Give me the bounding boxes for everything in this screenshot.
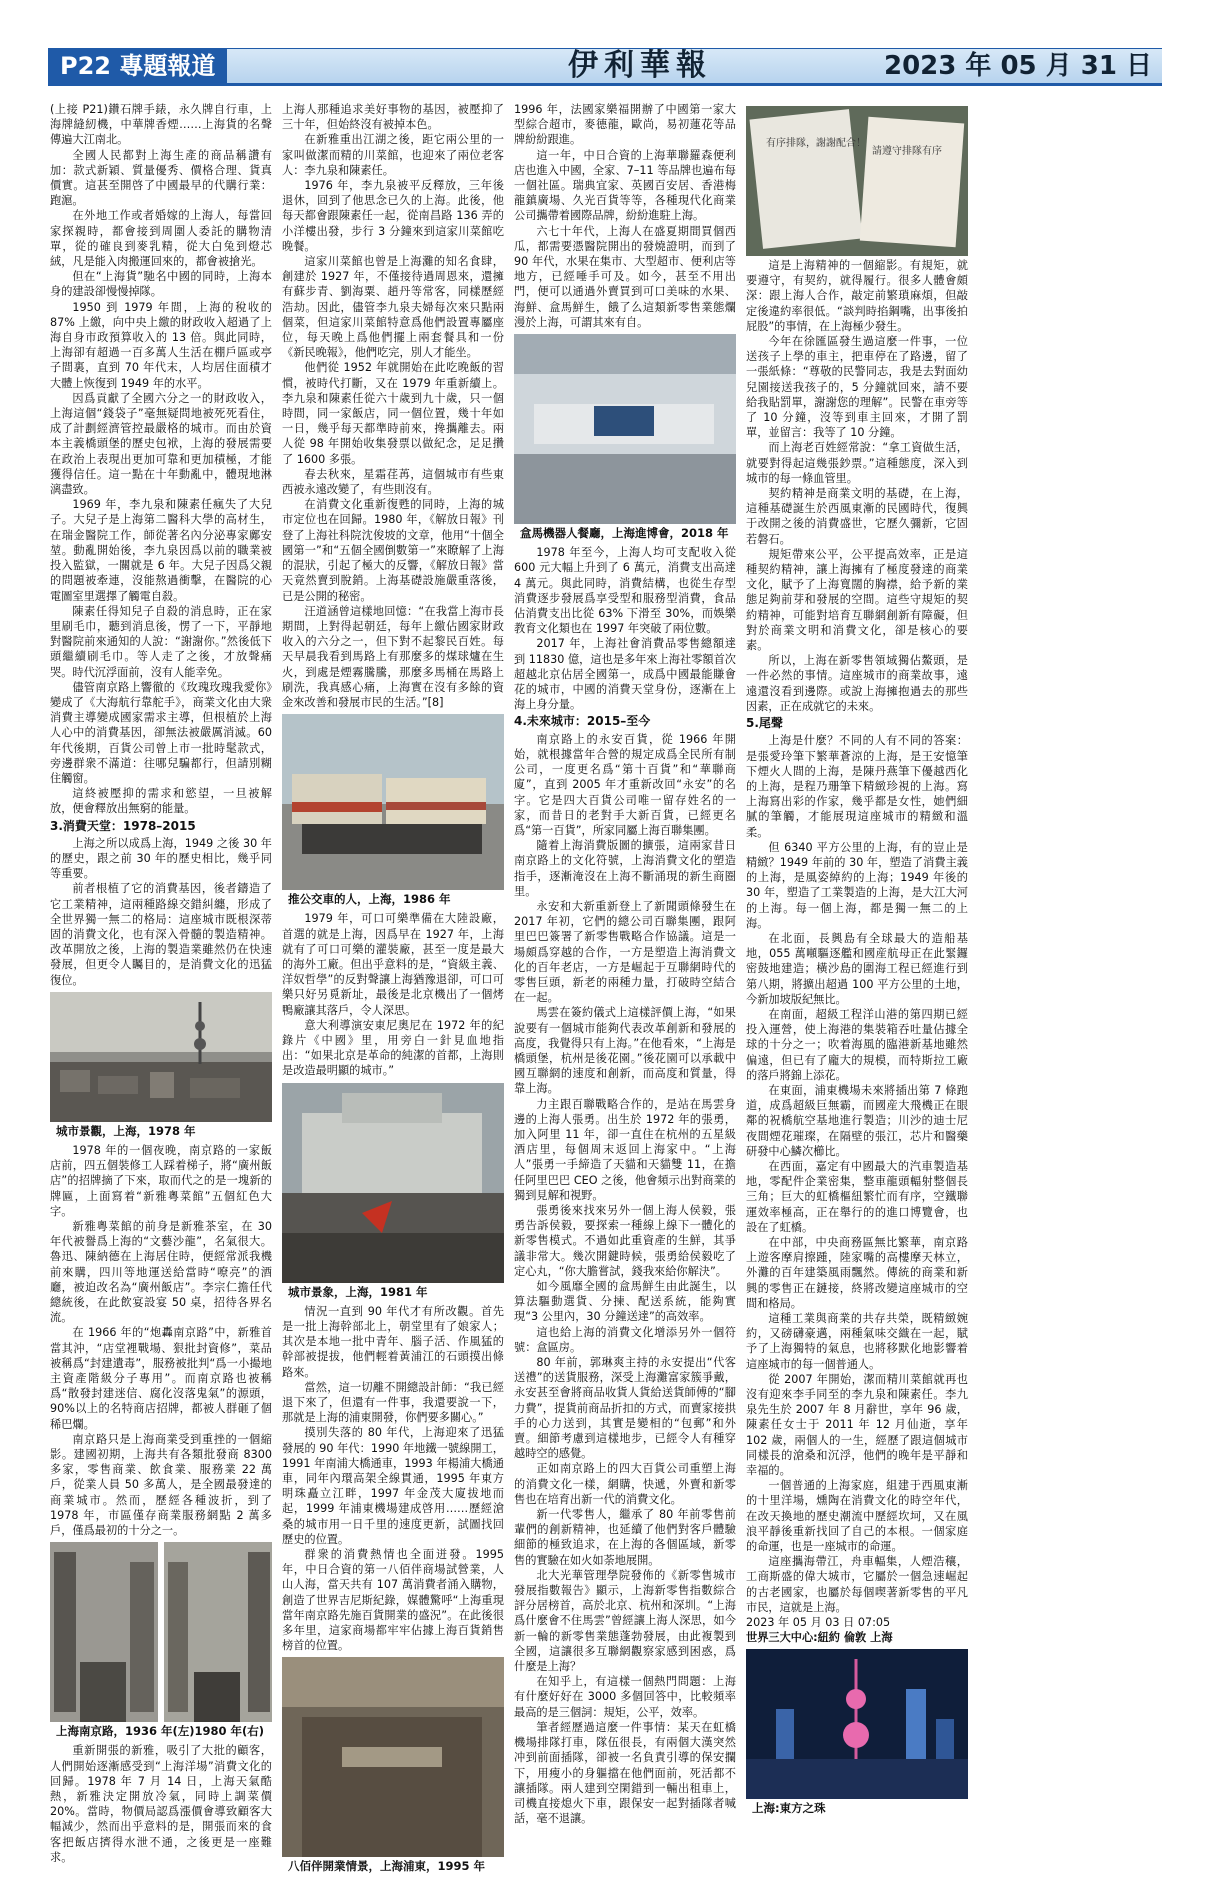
paragraph: 新一代零售人，繼承了 80 年前零售前輩們的創新精神，也延續了他們對客戶體驗細節的極致追求，在上海的各個區域，新零售的實驗在如火如荼地展開。 [514,1508,736,1567]
paragraph: 汪道涵曾這樣地回憶：“在我當上海市長期間，上對得起朝廷，每年上繳佔國家財政收入的六分之一，但下對不起黎民百姓。每天早晨我看到馬路上有那麼多的煤球爐在生火，到處是煙霧騰騰，那麼多馬桶在馬路上刷洗，我真感心痛，上海實在沒有多餘的資金來改善和發展市民的生活。”[8] [282,604,504,709]
masthead: 伊利華報 [568,48,712,83]
photo-yaohan-1995 [282,1657,504,1857]
column-3 [514,102,736,1826]
paragraph: 隨着上海消費版圖的擴張，這兩家昔日南京路上的文化符號，上海消費文化的塑造指手，逐漸淹沒在上海不斷涌現的新生商圈里。 [514,839,736,898]
nanjing-road-images [50,1542,272,1722]
paragraph: 1976 年，李九泉被平反釋放，三年後退休，回到了他思念已久的上海。此後，他每天都會跟陳素任一起，從南昌路 136 弄的小洋樓出發，步行 3 分鐘來到這家川菜館吃晚餐。 [282,179,504,253]
paragraph: 如今風靡全國的盒馬鮮生由此誕生，以算法驅動選貨、分揀、配送系統，能夠實現“3 公里內，30 分鐘送達”的高效率。 [514,1280,736,1324]
paragraph: 上海之所以成爲上海，1949 之後 30 年的歷史，跟之前 30 年的歷史相比，幾乎同等重要。 [50,836,272,881]
caption: 八佰伴開業情景，上海浦東，1995 年 [288,1859,486,1874]
paragraph: 1978 年至今，上海人均可支配收入從 600 元大幅上升到了 6 萬元，消費支出高達 4 萬元。與此同時，消費結構，也從生存型消費逐步發展爲享受型和服務型消費，食品佔消費支出比從 63% 下滑至 30%，而娛樂教育文化類也在 1997 年突破了兩位數。 [514,546,736,636]
paragraph: 在東面，浦東機場未來將插出第 7 條跑道，成爲超級巨無霸，而國産大飛機正在眼鄰的祝橋航空基地進行製造；川沙的迪士尼夜間煙花璀璨，在隔壁的張江，芯片和醫藥研發中心鱗次櫛比。 [746,1083,968,1158]
sign-text: 有序排隊，謝謝配合！ [766,138,866,149]
sign-text: 請遵守排隊有序 [872,146,942,157]
paragraph: 全國人民都對上海生產的商品稱讚有加：款式新穎、質量優秀、價格合理、貨真價實。這甚至開啓了中國最早的代購行業：跑滬。 [50,148,272,208]
paragraph: 在知乎上，有這樣一個熱門問題：上海有什麼好好在 3000 多個回答中，比較頻率最高的是三個詞：規矩，公平，效率。 [514,1675,736,1719]
photo-queue-signs [746,106,968,256]
paragraph: 南京路只是上海商業受到重挫的一個縮影。建國初期，上海共有各類批發商 8300 多家，零售商業、飲食業、服務業 22 萬戶，從業人員 50 多萬人，是全國最發達的商業城市。然而，歷經各種波折，到了 1978 年，市區僅存商業服務網點 2 萬多戶，僅爲最初的十分之一。 [50,1432,272,1538]
paragraph: (上接 P21)鑽石牌手錶，永久牌自行車，上海牌縫紉機，中華牌香煙……上海貨的名聲傳遍大江南北。 [50,103,272,147]
paragraph: 今年在徐匯區發生過這麼一件事，一位送孩子上學的車主，把車停在了路邊，留了一張紙條：“尊敬的民警同志，我是去對面幼兒園接送我孩子的，5 分鐘就回來，請不要給我貼罰單，謝謝您的理解”。民警在車旁等了 10 分鐘，沒等到車主回來，才開了罰單，並留言：我等了 10 分鐘。 [746,335,968,440]
photo-city-1978 [50,992,272,1122]
queue-sign-image [746,106,968,256]
photo-city-1981 [282,1083,504,1283]
paragraph: 重新開張的新雅，吸引了大批的顧客，人們開始逐漸感受到“上海洋場”消費文化的回歸。1978 年 7 月 14 日，上海天氣酷熱，新雅決定開放冷氣，同時上調菜價 20%。當時，物價局認爲漲價會導致顧客大幅減少，然而出乎意料的是，開張而來的食客把飯店擠得水泄不通，之後更是一座難求。 [50,1744,272,1864]
column-1 [50,102,272,1865]
city-skyline-image [50,992,272,1122]
bus-push-image [282,714,504,890]
paragraph: 在北面，長興島有全球最大的造船基地，055 萬噸驅逐艦和國産航母正在此緊鑼密鼓地建造；橫沙島的圍海工程已經進行到第八期，將擴出超過 100 平方公里的土地，今新加坡版紀無比。 [746,931,968,1006]
robot-restaurant-image [514,334,736,524]
caption: 城市景象，上海，1981 年 [288,1284,428,1299]
column-2 [282,102,504,1879]
paragraph: 在南面，超級工程洋山港的第四期已經投入運營，使上海港的集裝箱吞吐量佔據全球的十分之一；吹着海風的臨港新基地雖然偏遠，但已有了龐大的規模，而特斯拉工廠的落戶將錦上添花。 [746,1007,968,1082]
paragraph: 一個普通的上海家庭，組建于西風東漸的十里洋場，燻陶在消費文化的時空年代，在改天換地的歷史潮流中歷經坎坷，又在風浪平靜後重新找回了自己的本根。一個家庭的命運，也是一座城市的命運。 [746,1479,968,1554]
photo-bus-1986 [282,714,504,890]
paragraph: 規矩帶來公平，公平提高效率，正是這種契約精神，讓上海擁有了極度發達的商業文化，賦予了上海寬闊的胸襟，給予新的業態足夠前芽和發展的空間。這些守規矩的契約精神，可能對培育互聯網創新有障礙，但對於商業文明和消費文化，卻是核心的要素。 [746,547,968,653]
paragraph: 這也給上海的消費文化增添另外一個符號：盒區房。 [514,1325,736,1354]
paragraph: 契約精神是商業文明的基礎，在上海，這種基礎誕生於西風東漸的民國時代，復興于改開之後的消費盛世，它歷久彌新，它固若磐石。 [746,487,968,546]
paragraph: 但在“上海貨”馳名中國的同時，上海本身的建設卻慢慢掉隊。 [50,270,272,299]
paragraph: 筆者經歷過這麼一件事情：某天在虹橋機場排隊打車，隊伍很長，有兩個大漢突然冲到前面插隊，卻被一名負責引導的保安攔下，用瘦小的身軀擋在他們面前，死活都不讓插隊。兩人建到空閑錯到一輛出租車上，司機直接熄火下車，跟保安一起對插隊者喊話，毫不退讓。 [514,1720,736,1826]
section-heading: 3.消費天堂：1978–2015 [50,818,196,833]
article-tags: 世界三大中心:紐約 倫敦 上海 [746,1631,893,1645]
paragraph: 1969 年，李九泉和陳素任瘋失了大兒子。大兒子是上海第二醫科大學的高材生，在瑞金醫院工作，師從著名內分泌專家鄺安堃。動亂開始後，李九泉因爲以前的職業被投入監獄，一關就是 6 年。大兒子因爲父親的問題被牽連，沒能熬過衝擊，在醫院的心電圖室里選擇了觸電自殺。 [50,498,272,603]
paragraph: 80 年前，郭琳爽主持的永安提出“代客送禮”的送貨服務，深受上海灘富家簇爭戴，永安甚至會將商品收貨人貨給送貨師傅的“腳力費”，提貨前商品折扣的方式，而賣家接拱手的心力送到，其實是變相的“包郵”和外賣。細節考慮到這樣地步，已經令人有種穿越時空的感覺。 [514,1356,736,1461]
caption: 上海:東方之珠 [752,1801,826,1816]
paragraph: 1979 年，可口可樂準備在大陸設廠，首選的就是上海，因爲早在 1927 年，上海就有了可口可樂的灌裝廠，甚至一度是最大的海外工廠。但出乎意料的是，“資級主義、洋奴哲學”的反對聲讓上海猶豫退卻，可口可樂只好另覓新址，最後是北京機出了一個烤鴨廠讓其落戶，令人深思。 [282,912,504,1017]
paragraph: 馬雲在簽約儀式上這樣評價上海，“如果說要有一個城市能夠代表改革創新和發展的高度，我覺得只有上海。”在他看來，“上海是橋頭堡，杭州是後花園。”後花園可以承載中國互聯網的速度和創新，而高度和質量，得靠上海。 [514,1006,736,1096]
paragraph: 在外地工作或者婚嫁的上海人，每當回家探親時，都會接到周圍人委託的購物清單，從的確良到麥乳精，從大白兔到燈芯絨，凡是能入肉搬運回來的，都會被搶光。 [50,209,272,269]
caption: 上海南京路，1936 年(左)1980 年(右) [56,1724,265,1739]
paragraph: 所以，上海在新零售領域獨佔鰲頭，是一件必然的事情。這座城市的商業故事，遠遠還沒看到邊際。或說上海擁抱過去的那些因素，正在成就它的未來。 [746,654,968,713]
paragraph: 在消費文化重新復甦的同時，上海的城市定位也在回歸。1980 年，《解放日報》刊登了上海社科院沈俊坡的文章，他用“十個全國第一”和“五個全國倒數第一”來瞭解了上海的混狀，引起了極大的反響，《解放日報》當天竟然賣到脫銷。上海基礎設施嚴重落後，已是公開的秘密。 [282,498,504,603]
paragraph: 在 1966 年的“炮轟南京路”中，新雅首當其沖，“店堂裡戰場、狠批封資修”，菜品被稱爲“封建遺毒”，服務被批判“爲一小撮地主資產階級分子專用”。而南京路也被稱爲“散發封建迷信、腐化沒落鬼氣”的源頭，90%以上的名特商店招牌，都被人群砸了個稀巴爛。 [50,1326,272,1431]
paragraph: 上海人那種追求美好事物的基因，被壓抑了三十年，但始終沒有被掉本色。 [282,103,504,132]
page-number: P22 [60,52,111,80]
article-date: 2023 年 05 月 03 日 07:05 [746,1616,891,1630]
section-title: 專題報道 [119,52,216,80]
parade-image [282,1083,504,1283]
column-4 [746,102,968,1821]
paragraph: 張勇後來找來另外一個上海人侯毅，張勇告訴侯毅，要探索一種線上線下一體化的新零售模式。不過如此重資產的生鮮，其爭議非常大。幾次開鍵時候，張勇給侯毅吃了定心丸，“你大膽嘗試，錢我來給你解決”。 [514,1203,736,1278]
section-heading: 5.尾聲 [746,716,783,731]
paragraph: 群衆的消費熱情也全面迸發。1995 年，中日合資的第一八佰伴商場試營業，人山人海，當天共有 107 萬消費者涌入購物，創造了世界吉尼斯紀錄，媒體驚呼“上海重現當年南京路先施百貨開業的盛況”。在此後很多年里，這家商場都牢牢佔據上海百貨銷售榜首的位置。 [282,1548,504,1653]
paragraph: 在新雅重出江湖之後，距它兩公里的一家叫做潔而精的川菜館，也迎來了兩位老客人：李九泉和陳素任。 [282,133,504,177]
caption: 盒馬機器人餐廳，上海進博會，2018 年 [520,526,729,541]
paragraph: 這家川菜館也曾是上海灘的知名食肆，創建於 1927 年，不僅接待過周恩來，還擁有蘇步青、劉海粟、趙丹等常客，同樣歷經浩劫。因此，儘管李九泉夫婦每次來只點兩個菜，但這家川菜館特意爲他們設置專屬座位，每天晚上爲他們擺上兩套餐具和一份《新民晚報》，他們吃完，別人才能坐。 [282,255,504,360]
paragraph: 這一年，中日合資的上海華聯羅森便利店也進入中國，全家、7–11 等品牌也遍布每一個社區。瑞典宜家、英國百安居、香港梅龍鎮廣場、久光百貨等等，各種現代化商業公司攜帶着國際品牌，紛紛進駐上海。 [514,148,736,223]
paragraph: 儘管南京路上響徹的《玫瑰玫瑰我愛你》變成了《大海航行靠舵手》，商業文化由大衆消費主導變成國家需求主導，但根植於上海人心中的消費基因，卻無法被嚴厲消滅。60 年代後期，百貨公司曾上市一批時髦款式，旁邊群衆不滿道：往哪兒騙都行，但請別糊住觸窗。 [50,680,272,785]
paragraph: 力主跟百聯戰略合作的，是站在馬雲身邊的上海人張勇。出生於 1972 年的張勇，加入阿里 11 年，卻一直住在杭州的五星級酒店里，每個周末返回上海家中。“上海人”張勇一手締造了天貓和天貓雙 11，在擔任阿里巴巴 CEO 之後，他會頻示出對商業的獨到見解和視野。 [514,1097,736,1202]
paragraph: 永安和大新重新登上了新聞頭條發生在 2017 年初，它們的總公司百聯集團，跟阿里巴巴簽署了新零售戰略合作協議。這是一場頗爲穿越的合作，一方是塑造上海消費文化的百年老店，一方是崛起于互聯網時代的零售巨頭，新老的兩種力量，打破時空結合在一起。 [514,899,736,1005]
paragraph: 他們從 1952 年就開始在此吃晚飯的習慣，被時代打斷，又在 1979 年重新續上。李九泉和陳素任從六十歲到九十歲，只一個時間，同一家飯店，同一個位置，幾十年如一日，幾乎每天都準時前來，搀攜離去。兩人從 98 年開始收集發票以做紀念，足足攢了 1600 多張。 [282,361,504,466]
paragraph: 六七十年代，上海人在盛夏期間買個西瓜，都需要憑醫院開出的發燒證明，而到了 90 年代，水果在集市、大型超市、便利店等地方，已經唾手可及。如今，甚至不用出門，便可以通過外賣買到可口美味的水果、海鮮、盒馬鮮生，餓了么這類新零售業態爛漫於上海，可謂其來有自。 [514,224,736,329]
paragraph: 這座攜海帶江，舟車輻集，人煙浩穰，工商斯盛的偉大城市，它屬於一個急速崛起的古老國家，也屬於每個喫著新零售的平凡市民，這就是上海。 [746,1555,968,1614]
section-heading: 4.未來城市：2015–至今 [514,714,651,729]
paragraph: 前者根植了它的消費基因，後者鑄造了它工業精神，這兩種路線交錯糾纏，形成了全世界獨一無二的格局：這座城市既根深蒂固的消費文化，也有深入骨髓的製造精神。改革開放之後，上海的製造業雖然仍在快速發展，但更令人矚目的，是消費文化的迅猛復位。 [50,882,272,987]
caption: 城市景觀，上海，1978 年 [56,1123,196,1138]
paragraph: 1978 年的一個夜晚，南京路的一家飯店前，四五個裝修工人踩着梯子，將“廣州飯店”的招牌摘了下來，取而代之的是一塊新的牌匾，上面寫着“新雅粵菜館”五個紅色大字。 [50,1143,272,1218]
paragraph: 春去秋來，星霜荏苒，這個城市有些東西被永遠改變了，有些則沒有。 [282,467,504,497]
paragraph: 情況一直到 90 年代才有所改觀。首先是一批上海幹部北上，朝堂里有了娘家人；其次是本地一批中青年、腦子活、作風猛的幹部被提拔，他們輕着黃浦江的石頭摸出條路來。 [282,1304,504,1379]
paragraph: 但 6340 平方公里的上海，有的豈止是精緻？1949 年前的 30 年，塑造了消費主義的上海，是風姿綽約的上海；1949 年後的 30 年，塑造了工業製造的上海，是大江大河的上海。每一個上海，都是獨一無二的上海。 [746,840,968,930]
caption: 推公交車的人，上海，1986 年 [288,892,451,907]
section-tag [48,49,227,83]
paragraph: 新雅粵菜館的前身是新雅茶室，在 30 年代被譽爲上海的“文藝沙龍”，名氣很大。魯迅、陳納德在上海居住時，便經常派我機前來購，四川等地運送給當時“嘹亮”的酒廳，被迫改名為“廣州飯店”。李宗仁擔任代總統後，在此飲宴設宴 50 桌，招待各界名流。 [50,1220,272,1325]
paragraph: 南京路上的永安百貨，從 1966 年開始，就根據當年合營的規定成爲全民所有制公司，一度更名爲“第十百貨”和“華聯商廈”，直到 2005 年才重新改回“永安”的名字。它是四大百貨公司唯一留存姓名的一家，而昔日的老對手大新百貨，已經更名爲“第一百貨”，所家同屬上海百聯集團。 [514,732,736,837]
paragraph: 這種工業與商業的共存共榮，既精緻婉約，又磅礴豪邁，兩種氣味交織在一起，賦予了上海獨特的氣息，也將移默化地影響着這座城市的每一個普通人。 [746,1312,968,1371]
paragraph: 2017 年，上海社會消費品零售總額達到 11830 億，這也是多年來上海社零額首次超越北京佔居全國第一，成爲中國最能賺會花的城市，中國的消費天堂身份，逐漸在上海上身分量。 [514,637,736,712]
paragraph: 從 2007 年開始，潔而精川菜館就再也沒有迎來李手同至的李九泉和陳素任。李九泉先生於 2007 年 8 月辭世，享年 96 歲，陳素任女士于 2011 年 12 月仙逝，享年 102 歲，兩個人的一生，經歷了跟這個城市同樣長的滄桑和沉浮，他們的晚年是平靜和幸福的。 [746,1372,968,1478]
paragraph: 這是上海精神的一個縮影。有規矩，就要遵守，有契約，就得履行。很多人體會頗深：跟上海人合作，敲定前繁瑣麻煩，但敲定後違約率很低。“談判時掐鋼嘴，出事後拍屁股”的事情，在上海極少發生。 [746,259,968,333]
page-header [48,48,1162,86]
paragraph: 正如南京路上的四大百貨公司重塑上海的消費文化一樣，網購，快遞，外賣和新零售也在培育出新一代的消費文化。 [514,1462,736,1506]
paragraph: 在西面，嘉定有中國最大的汽車製造基地，零配件企業密集，整車龍頭輻射整個長三角；巨大的虹橋樞紐繁忙而有序，空鐵聯運效率極高，正在舉行的的進口博覽會，也設在了虹橋。 [746,1159,968,1234]
paragraph: 上海是什麼？不同的人有不同的答案：是張愛玲筆下繁華蒼涼的上海，是王安憶筆下煙火人間的上海，是陳丹燕筆下優越西化的上海，是程乃珊筆下精緻珍視的上海。寫上海寫出彩的作家，幾乎都是女性，她們細膩的筆觸，才能展現這座城市的精緻和溫柔。 [746,734,968,839]
paragraph: 意大利導演安東尼奧尼在 1972 年的紀錄片《中國》里，用旁白一針見血地指出：“如果北京是革命的純潔的首都，上海則是改造最明顯的城市。” [282,1018,504,1078]
paragraph: 1996 年，法國家樂福開辦了中國第一家大型綜合超市，麥德龍，歐尚，易初蓮花等品牌紛紛跟進。 [514,103,736,147]
paragraph: 當然，這一切離不開總設計師：“我已經退下來了，但還有一件事，我還要說一下，那就是上海的浦東開發，你們要多關心。” [282,1380,504,1425]
paragraph: 摸別失落的 80 年代，上海迎來了迅猛發展的 90 年代：1990 年地鐵一號線開工，1991 年南浦大橋通車，1993 年楊浦大橋通車，同年內環高架全線貫通，1995 年東方明珠矗立江畔，1997 年金茂大廈拔地而起，1999 年浦東機場建成啓用……歷經滄桑的城市用一日千里的速度更新，試圖找回歷史的位置。 [282,1426,504,1546]
photo-pearl-tower [746,1649,968,1799]
paragraph: 在中部，中央商務區無比繁華，南京路上遊客摩肩擦踵，陸家嘴的高樓摩天林立，外灘的百年建築風雨飄然。傳統的商業和新興的零售正在鏈接，終將改變這座城市的空間和格局。 [746,1236,968,1310]
photo-hema-robot-restaurant [514,334,736,524]
paragraph: 陳素任得知兒子自殺的消息時，正在家里刷毛巾，聽到消息後，愣了一下，平靜地對醫院前來通知的人說：“謝謝你。”然後低下頭繼續刷毛巾。等人走了之後，才放聲痛哭。時代沉浮面前，沒有人能幸免。 [50,604,272,679]
paragraph: 北大光華管理學院發佈的《新零售城市發展指數報告》顯示，上海新零售指數綜合評分居榜首，高於北京、杭州和深圳。“上海爲什麼會不住馬雲”曾經讓上海人深思，如今新一輪的新零售業態蓬勃發展，由此複製到全國，這讓很多互聯網觀察家感到困惑，爲什麼是上海？ [514,1568,736,1674]
paragraph: 1950 到 1979 年間，上海的稅收的 87% 上繳，向中央上繳的財政收入超過了上海自身市政預算收入的 13 倍。與此同時，上海卻有超過一百多萬人生活在棚戶區或亭子間裏，直到 70 年代末，人均居住面積才大體上恢復到 1949 年的水平。 [50,300,272,390]
photo-nanjing-road [50,1542,272,1722]
paragraph: 這終被壓抑的需求和慾望，一旦被解放，便會釋放出無窮的能量。 [50,787,272,816]
crowd-image [282,1657,504,1857]
paragraph: 而上海老百姓經常說：“拿工資做生活，就要對得起這幾張鈔票。”這種態度，深入到城市的每一條血管里。 [746,441,968,485]
issue-date: 2023 年 05 月 31 日 [884,51,1152,81]
paragraph: 因爲貢獻了全國六分之一的財政收入，上海這個“錢袋子”毫無疑問地被死死看住，成了計劃經濟管控最嚴格的城市。而由於資本主義橋頭堡的歷史包袱，上海的發展需要在政治上表現出更加可靠和更加積極，才能獲得信任。這一點在十年動亂中，體現地淋漓盡致。 [50,391,272,497]
oriental-pearl-image [746,1649,968,1799]
